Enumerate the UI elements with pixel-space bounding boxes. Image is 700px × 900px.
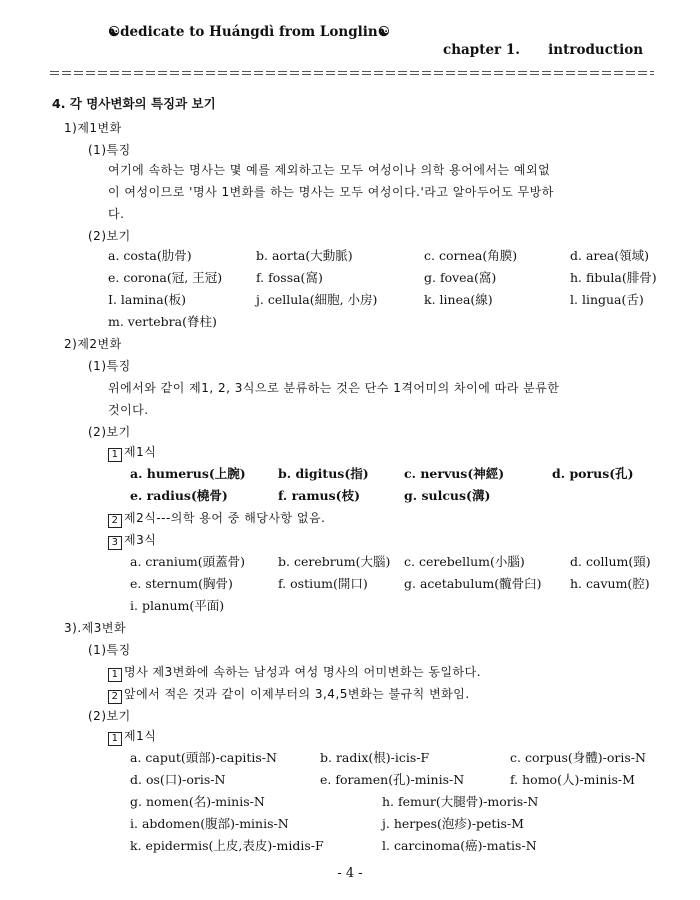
d2-type2-text: 제2식---의학 용어 중 해당사항 없음. <box>124 511 326 525</box>
d3-type1-label <box>108 728 156 746</box>
d2-feature-line-2: 것이다. <box>108 403 149 417</box>
section-title: 4. 각 명사변화의 특징과 보기 <box>52 96 216 111</box>
example-item: a. cranium(頭蓋骨) <box>130 554 246 569</box>
header-rule-dashes <box>50 70 654 76</box>
d1-heading: 1)제1변화 <box>64 121 122 135</box>
example-item: j. herpes(泡疹)-petis-M <box>382 816 524 831</box>
example-item: h. femur(大腿骨)-moris-N <box>382 794 539 809</box>
dedication-line: ☯dedicate to Huángdì from Longlin☯ <box>108 24 390 40</box>
example-item: f. ostium(開口) <box>278 576 368 591</box>
example-item: g. nomen(名)-minis-N <box>130 794 265 809</box>
example-item: h. cavum(腔) <box>570 576 650 591</box>
example-item: c. nervus(神經) <box>404 466 505 481</box>
d1-feature-line-2: 이 여성이므로 '명사 1변화를 하는 명사는 모두 여성이다.'라고 알아두어도 무방하 <box>108 185 554 199</box>
example-item: h. fibula(腓骨) <box>570 270 657 285</box>
box-number: 1 <box>108 668 122 682</box>
example-item: f. fossa(窩) <box>256 270 323 285</box>
d3-heading: 3).제3변화 <box>64 621 127 635</box>
d3-feature-text-1: 명사 제3변화에 속하는 남성과 여성 명사의 어미변화는 동일하다. <box>124 665 482 679</box>
box-number: 2 <box>108 690 122 704</box>
chapter-number: chapter 1. <box>443 42 520 58</box>
example-item: I. lamina(板) <box>108 292 186 307</box>
example-item: g. acetabulum(髖骨臼) <box>404 576 542 591</box>
example-item: a. caput(頭部)-capitis-N <box>130 750 277 765</box>
example-item: j. cellula(細胞, 小房) <box>256 292 378 307</box>
example-item: b. aorta(大動脈) <box>256 248 353 263</box>
example-item: d. area(領域) <box>570 248 649 263</box>
chapter-heading <box>443 42 643 58</box>
example-item: d. collum(頸) <box>570 554 651 569</box>
example-item: e. corona(冠, 王冠) <box>108 270 223 285</box>
example-item: e. radius(橈骨) <box>130 488 228 503</box>
example-item: b. digitus(指) <box>278 466 369 481</box>
example-item: b. radix(根)-icis-F <box>320 750 430 765</box>
d2-type3-text: 제3식 <box>124 533 157 547</box>
d2-type1-text: 제1식 <box>124 445 157 459</box>
page-number: - 4 - <box>337 866 363 881</box>
d1-feature-line-3: 다. <box>108 207 125 221</box>
d3-feature-label: (1)특징 <box>88 643 131 657</box>
example-item: f. homo(人)-minis-M <box>510 772 635 787</box>
example-item: d. os(口)-oris-N <box>130 772 226 787</box>
box-number: 1 <box>108 448 122 462</box>
example-item: g. sulcus(溝) <box>404 488 491 503</box>
example-item: i. abdomen(腹部)-minis-N <box>130 816 289 831</box>
example-item: d. porus(孔) <box>552 466 634 481</box>
d3-type1-text: 제1식 <box>124 729 157 743</box>
d3-feature-line-2 <box>108 686 470 704</box>
example-item: l. carcinoma(癌)-matis-N <box>382 838 537 853</box>
example-item: i. planum(平面) <box>130 598 225 613</box>
d3-feature-text-2: 앞에서 적은 것과 같이 이제부터의 3,4,5변화는 불규칙 변화임. <box>124 687 470 701</box>
d2-type2-label <box>108 510 325 528</box>
d1-feature-line-1: 여기에 속하는 명사는 몇 예를 제외하고는 모두 여성이나 의학 용어에서는 예외없 <box>108 163 551 177</box>
example-item: k. epidermis(上皮,表皮)-midis-F <box>130 838 324 853</box>
d1-example-label: (2)보기 <box>88 229 131 243</box>
example-item: l. lingua(舌) <box>570 292 644 307</box>
section-name: introduction <box>548 42 644 58</box>
example-item: c. cerebellum(小腦) <box>404 554 525 569</box>
example-item: e. sternum(胸骨) <box>130 576 233 591</box>
box-number: 2 <box>108 514 122 528</box>
example-item: g. fovea(窩) <box>424 270 497 285</box>
example-item: k. linea(線) <box>424 292 493 307</box>
box-number: 3 <box>108 536 122 550</box>
example-item: a. humerus(上腕) <box>130 466 246 481</box>
example-item: b. cerebrum(大腦) <box>278 554 391 569</box>
d2-example-label: (2)보기 <box>88 425 131 439</box>
example-item: f. ramus(枝) <box>278 488 361 503</box>
d2-feature-line-1: 위에서와 같이 제1, 2, 3식으로 분류하는 것은 단수 1격어미의 차이에 따라 분류한 <box>108 381 560 395</box>
box-number: 1 <box>108 732 122 746</box>
d3-feature-line-1 <box>108 664 481 682</box>
d2-type1-label <box>108 444 156 462</box>
d3-example-label: (2)보기 <box>88 709 131 723</box>
d2-type3-label <box>108 532 156 550</box>
example-item: c. corpus(身體)-oris-N <box>510 750 646 765</box>
example-item: a. costa(肋骨) <box>108 248 192 263</box>
d1-feature-label: (1)특징 <box>88 143 131 157</box>
example-item: m. vertebra(脊柱) <box>108 314 217 329</box>
example-item: c. cornea(角膜) <box>424 248 518 263</box>
example-item: e. foramen(孔)-minis-N <box>320 772 465 787</box>
d2-heading: 2)제2변화 <box>64 337 122 351</box>
d2-feature-label: (1)특징 <box>88 359 131 373</box>
